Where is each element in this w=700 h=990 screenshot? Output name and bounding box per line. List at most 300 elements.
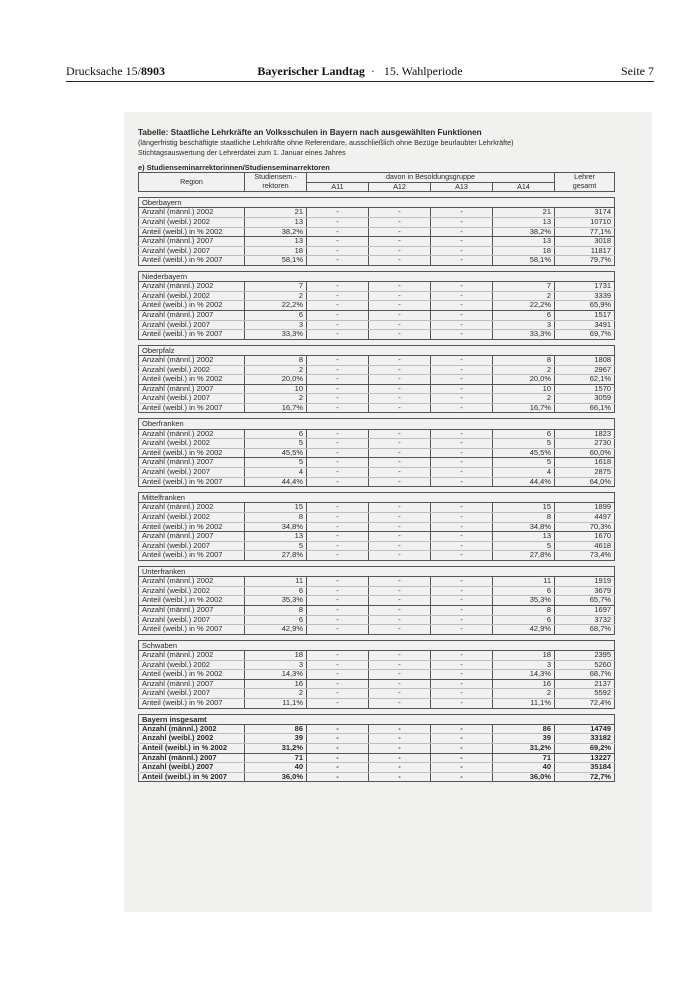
table-cell: - bbox=[307, 503, 369, 513]
table-cell: - bbox=[369, 606, 431, 616]
table-cell: 65,7% bbox=[555, 596, 615, 606]
table-cell: 6 bbox=[493, 615, 555, 625]
table-cell: - bbox=[307, 763, 369, 773]
table-cell: - bbox=[307, 375, 369, 385]
table-cell: - bbox=[307, 650, 369, 660]
table-cell: 33182 bbox=[555, 734, 615, 744]
table-cell: 27,8% bbox=[493, 551, 555, 561]
table-cell: 36,0% bbox=[493, 772, 555, 782]
table-cell: - bbox=[369, 532, 431, 542]
table-row bbox=[139, 291, 615, 301]
table-cell: 16,7% bbox=[493, 403, 555, 413]
row-label: Anteil (weibl.) in % 2007 bbox=[139, 772, 245, 782]
table-cell: - bbox=[369, 503, 431, 513]
table-cell: - bbox=[431, 698, 493, 708]
row-label: Anzahl (weibl.) 2007 bbox=[139, 394, 245, 404]
table-cell: - bbox=[369, 217, 431, 227]
table-cell: - bbox=[369, 448, 431, 458]
table-row bbox=[139, 772, 615, 782]
table-cell: - bbox=[431, 615, 493, 625]
row-label: Anzahl (weibl.) 2002 bbox=[139, 586, 245, 596]
table-cell: - bbox=[369, 670, 431, 680]
table-cell: 13 bbox=[245, 217, 307, 227]
table-row bbox=[139, 468, 615, 478]
table-cell: 15 bbox=[245, 503, 307, 513]
table-cell: 72,7% bbox=[555, 772, 615, 782]
table-cell: - bbox=[431, 660, 493, 670]
table-cell: 3679 bbox=[555, 586, 615, 596]
table-cell: 2 bbox=[245, 291, 307, 301]
table-cell: - bbox=[307, 577, 369, 587]
table-cell: - bbox=[307, 310, 369, 320]
table-cell: - bbox=[431, 301, 493, 311]
table-cell: 69,2% bbox=[555, 743, 615, 753]
table-cell: 1808 bbox=[555, 355, 615, 365]
scanned-table-content bbox=[138, 128, 630, 782]
table-cell: - bbox=[369, 282, 431, 292]
table-cell: - bbox=[369, 513, 431, 523]
table-cell: 20,0% bbox=[493, 375, 555, 385]
table-cell: 5 bbox=[245, 541, 307, 551]
table-cell: 1823 bbox=[555, 429, 615, 439]
table-cell: 3732 bbox=[555, 615, 615, 625]
row-label: Anteil (weibl.) in % 2007 bbox=[139, 256, 245, 266]
table-cell: 16 bbox=[245, 679, 307, 689]
header-a13: A13 bbox=[431, 182, 493, 192]
region-title-row bbox=[139, 271, 615, 281]
table-cell: 2967 bbox=[555, 365, 615, 375]
row-label: Anteil (weibl.) in % 2002 bbox=[139, 596, 245, 606]
table-row bbox=[139, 586, 615, 596]
table-row bbox=[139, 330, 615, 340]
table-row bbox=[139, 532, 615, 542]
table-cell: 3 bbox=[245, 320, 307, 330]
table-cell: - bbox=[307, 513, 369, 523]
table-row bbox=[139, 513, 615, 523]
table-cell: 62,1% bbox=[555, 375, 615, 385]
table-row bbox=[139, 384, 615, 394]
row-label: Anzahl (männl.) 2007 bbox=[139, 384, 245, 394]
table-cell: - bbox=[369, 439, 431, 449]
table-cell: 1919 bbox=[555, 577, 615, 587]
table-cell: 4 bbox=[493, 468, 555, 478]
table-cell: 65,9% bbox=[555, 301, 615, 311]
table-cell: - bbox=[369, 577, 431, 587]
table-cell: - bbox=[307, 734, 369, 744]
table-cell: - bbox=[307, 448, 369, 458]
row-label: Anzahl (männl.) 2007 bbox=[139, 237, 245, 247]
table-row bbox=[139, 679, 615, 689]
table-row bbox=[139, 503, 615, 513]
row-label: Anzahl (männl.) 2002 bbox=[139, 282, 245, 292]
row-label: Anzahl (männl.) 2007 bbox=[139, 458, 245, 468]
table-cell: - bbox=[369, 330, 431, 340]
table-cell: 3491 bbox=[555, 320, 615, 330]
table-cell: - bbox=[307, 468, 369, 478]
legislative-period: · 15. Wahlperiode bbox=[364, 64, 463, 78]
row-label: Anzahl (weibl.) 2002 bbox=[139, 513, 245, 523]
table-cell: - bbox=[307, 615, 369, 625]
table-cell: - bbox=[431, 282, 493, 292]
region-title-row bbox=[139, 567, 615, 577]
row-label: Anzahl (männl.) 2002 bbox=[139, 724, 245, 734]
row-label: Anzahl (männl.) 2002 bbox=[139, 355, 245, 365]
region-title-row bbox=[139, 714, 615, 724]
table-cell: - bbox=[369, 541, 431, 551]
table-cell: 11 bbox=[245, 577, 307, 587]
table-cell: - bbox=[369, 615, 431, 625]
table-cell: 10 bbox=[245, 384, 307, 394]
table-cell: - bbox=[431, 513, 493, 523]
region-name: Oberbayern bbox=[139, 198, 615, 208]
region-table-6 bbox=[138, 640, 615, 709]
table-cell: 42,9% bbox=[245, 625, 307, 635]
table-cell: 5 bbox=[245, 458, 307, 468]
table-cell: - bbox=[431, 606, 493, 616]
table-cell: - bbox=[431, 330, 493, 340]
table-cell: 13 bbox=[493, 532, 555, 542]
table-cell: 11,1% bbox=[493, 698, 555, 708]
table-cell: - bbox=[369, 291, 431, 301]
table-cell: 15 bbox=[493, 503, 555, 513]
parliament-name: Bayerischer Landtag bbox=[257, 64, 365, 78]
table-row bbox=[139, 429, 615, 439]
table-cell: 35,3% bbox=[245, 596, 307, 606]
table-cell: 6 bbox=[245, 310, 307, 320]
table-cell: - bbox=[369, 384, 431, 394]
region-title-row bbox=[139, 419, 615, 429]
table-cell: 1899 bbox=[555, 503, 615, 513]
table-cell: 40 bbox=[493, 763, 555, 773]
table-row bbox=[139, 596, 615, 606]
table-cell: - bbox=[369, 763, 431, 773]
table-cell: - bbox=[307, 227, 369, 237]
table-cell: 5 bbox=[493, 458, 555, 468]
region-name: Niederbayern bbox=[139, 271, 615, 281]
row-label: Anzahl (weibl.) 2002 bbox=[139, 365, 245, 375]
table-cell: - bbox=[307, 477, 369, 487]
table-cell: - bbox=[369, 679, 431, 689]
table-cell: - bbox=[307, 246, 369, 256]
row-label: Anteil (weibl.) in % 2002 bbox=[139, 522, 245, 532]
table-row bbox=[139, 246, 615, 256]
table-cell: - bbox=[431, 246, 493, 256]
table-cell: 10710 bbox=[555, 217, 615, 227]
table-cell: - bbox=[431, 429, 493, 439]
table-row bbox=[139, 689, 615, 699]
table-cell: - bbox=[431, 532, 493, 542]
table-cell: - bbox=[431, 375, 493, 385]
table-cell: - bbox=[307, 551, 369, 561]
region-table-1 bbox=[138, 271, 615, 340]
table-cell: - bbox=[369, 429, 431, 439]
table-row bbox=[139, 448, 615, 458]
table-cell: - bbox=[431, 763, 493, 773]
table-cell: 20,0% bbox=[245, 375, 307, 385]
table-cell: 8 bbox=[493, 355, 555, 365]
table-cell: 2137 bbox=[555, 679, 615, 689]
table-row bbox=[139, 439, 615, 449]
table-cell: - bbox=[307, 724, 369, 734]
region-name: Oberpfalz bbox=[139, 345, 615, 355]
table-cell: 2 bbox=[493, 365, 555, 375]
table-cell: 3 bbox=[245, 660, 307, 670]
table-cell: 10 bbox=[493, 384, 555, 394]
table-cell: 44,4% bbox=[245, 477, 307, 487]
table-cell: 1697 bbox=[555, 606, 615, 616]
table-cell: 45,5% bbox=[493, 448, 555, 458]
table-cell: 8 bbox=[493, 513, 555, 523]
table-cell: 14,3% bbox=[245, 670, 307, 680]
table-cell: - bbox=[369, 734, 431, 744]
table-cell: - bbox=[369, 625, 431, 635]
region-title-row bbox=[139, 493, 615, 503]
header-lehrer: Lehrer bbox=[555, 173, 615, 183]
table-row bbox=[139, 365, 615, 375]
table-row bbox=[139, 320, 615, 330]
table-cell: - bbox=[369, 468, 431, 478]
table-cell: - bbox=[431, 503, 493, 513]
table-cell: - bbox=[307, 772, 369, 782]
table-cell: - bbox=[307, 698, 369, 708]
region-name: Oberfranken bbox=[139, 419, 615, 429]
table-cell: 71 bbox=[493, 753, 555, 763]
row-label: Anzahl (weibl.) 2002 bbox=[139, 217, 245, 227]
table-cell: 1618 bbox=[555, 458, 615, 468]
table-cell: - bbox=[307, 586, 369, 596]
table-cell: 3 bbox=[493, 660, 555, 670]
table-cell: - bbox=[307, 237, 369, 247]
table-cell: - bbox=[307, 541, 369, 551]
table-cell: - bbox=[307, 330, 369, 340]
table-cell: 39 bbox=[245, 734, 307, 744]
table-cell: - bbox=[369, 660, 431, 670]
table-cell: - bbox=[307, 625, 369, 635]
table-cell: 13 bbox=[245, 237, 307, 247]
table-cell: 6 bbox=[493, 586, 555, 596]
row-label: Anteil (weibl.) in % 2002 bbox=[139, 301, 245, 311]
table-cell: - bbox=[431, 772, 493, 782]
row-label: Anzahl (weibl.) 2007 bbox=[139, 320, 245, 330]
table-cell: - bbox=[431, 208, 493, 218]
table-row bbox=[139, 743, 615, 753]
table-cell: - bbox=[307, 282, 369, 292]
table-cell: 6 bbox=[493, 310, 555, 320]
table-cell: - bbox=[369, 772, 431, 782]
table-cell: 77,1% bbox=[555, 227, 615, 237]
table-cell: - bbox=[431, 596, 493, 606]
header-a11: A11 bbox=[307, 182, 369, 192]
table-cell: 2730 bbox=[555, 439, 615, 449]
region-table-7 bbox=[138, 714, 615, 783]
table-cell: 36,0% bbox=[245, 772, 307, 782]
table-cell: - bbox=[369, 650, 431, 660]
table-row bbox=[139, 541, 615, 551]
table-row bbox=[139, 256, 615, 266]
page-header bbox=[66, 64, 654, 80]
region-table-5 bbox=[138, 566, 615, 635]
table-row bbox=[139, 577, 615, 587]
table-cell: 86 bbox=[493, 724, 555, 734]
table-cell: - bbox=[431, 384, 493, 394]
region-blocks bbox=[138, 192, 630, 782]
table-cell: 5 bbox=[245, 439, 307, 449]
table-cell: - bbox=[307, 596, 369, 606]
table-cell: 5592 bbox=[555, 689, 615, 699]
table-cell: - bbox=[431, 227, 493, 237]
table-cell: - bbox=[307, 660, 369, 670]
table-cell: - bbox=[431, 217, 493, 227]
table-cell: - bbox=[431, 291, 493, 301]
table-cell: 14749 bbox=[555, 724, 615, 734]
table-row bbox=[139, 625, 615, 635]
table-cell: - bbox=[369, 227, 431, 237]
row-label: Anzahl (männl.) 2007 bbox=[139, 606, 245, 616]
table-cell: 5260 bbox=[555, 660, 615, 670]
page-number: Seite 7 bbox=[621, 64, 654, 78]
table-cell: 72,4% bbox=[555, 698, 615, 708]
table-cell: 58,1% bbox=[245, 256, 307, 266]
table-cell: - bbox=[307, 522, 369, 532]
region-title-row bbox=[139, 640, 615, 650]
table-cell: - bbox=[307, 301, 369, 311]
table-cell: 64,0% bbox=[555, 477, 615, 487]
table-cell: 18 bbox=[245, 246, 307, 256]
table-cell: 45,5% bbox=[245, 448, 307, 458]
table-row bbox=[139, 522, 615, 532]
table-cell: - bbox=[431, 625, 493, 635]
table-cell: 70,3% bbox=[555, 522, 615, 532]
table-cell: - bbox=[431, 439, 493, 449]
region-table-4 bbox=[138, 492, 615, 561]
row-label: Anzahl (weibl.) 2007 bbox=[139, 763, 245, 773]
table-cell: 79,7% bbox=[555, 256, 615, 266]
table-cell: 2 bbox=[493, 689, 555, 699]
table-subtitle: (längerfristig beschäftigte staatliche Lehrkräfte ohne Referendare, ausschließlich ohne Bezüge beurlaubter Lehrkräfte) bbox=[138, 138, 514, 147]
row-label: Anzahl (weibl.) 2002 bbox=[139, 734, 245, 744]
table-cell: - bbox=[369, 522, 431, 532]
table-cell: - bbox=[369, 310, 431, 320]
table-cell: - bbox=[431, 689, 493, 699]
table-cell: 71 bbox=[245, 753, 307, 763]
table-cell: - bbox=[307, 689, 369, 699]
table-cell: 31,2% bbox=[245, 743, 307, 753]
table-cell: 5 bbox=[493, 439, 555, 449]
table-cell: 60,0% bbox=[555, 448, 615, 458]
table-row bbox=[139, 763, 615, 773]
region-title-row bbox=[139, 345, 615, 355]
row-label: Anteil (weibl.) in % 2002 bbox=[139, 227, 245, 237]
table-cell: 73,4% bbox=[555, 551, 615, 561]
table-cell: - bbox=[369, 365, 431, 375]
table-cell: 18 bbox=[245, 650, 307, 660]
table-cell: - bbox=[431, 355, 493, 365]
row-label: Anzahl (männl.) 2002 bbox=[139, 503, 245, 513]
table-cell: 11 bbox=[493, 577, 555, 587]
region-table-0 bbox=[138, 197, 615, 266]
table-cell: - bbox=[369, 551, 431, 561]
row-label: Anzahl (weibl.) 2007 bbox=[139, 468, 245, 478]
table-cell: 2 bbox=[245, 689, 307, 699]
table-cell: 6 bbox=[245, 615, 307, 625]
table-cell: - bbox=[369, 458, 431, 468]
table-row bbox=[139, 551, 615, 561]
header-a12: A12 bbox=[369, 182, 431, 192]
table-cell: - bbox=[369, 586, 431, 596]
table-cell: - bbox=[431, 448, 493, 458]
table-cell: 11817 bbox=[555, 246, 615, 256]
table-cell: - bbox=[307, 532, 369, 542]
table-cell: 22,2% bbox=[245, 301, 307, 311]
table-cell: - bbox=[431, 320, 493, 330]
row-label: Anteil (weibl.) in % 2007 bbox=[139, 403, 245, 413]
table-row bbox=[139, 237, 615, 247]
table-cell: - bbox=[307, 743, 369, 753]
table-row bbox=[139, 355, 615, 365]
table-cell: 66,1% bbox=[555, 403, 615, 413]
table-cell: 3174 bbox=[555, 208, 615, 218]
document-number-value: 8903 bbox=[140, 64, 165, 78]
region-table-2 bbox=[138, 345, 615, 414]
table-cell: 4497 bbox=[555, 513, 615, 523]
table-cell: - bbox=[307, 365, 369, 375]
table-cell: 3339 bbox=[555, 291, 615, 301]
row-label: Anzahl (männl.) 2007 bbox=[139, 532, 245, 542]
table-row bbox=[139, 282, 615, 292]
table-row bbox=[139, 724, 615, 734]
table-cell: 44,4% bbox=[493, 477, 555, 487]
table-row bbox=[139, 734, 615, 744]
table-cell: - bbox=[431, 522, 493, 532]
table-cell: - bbox=[431, 577, 493, 587]
header-rule bbox=[66, 81, 654, 82]
table-cell: - bbox=[431, 743, 493, 753]
table-cell: 14,3% bbox=[493, 670, 555, 680]
table-cell: - bbox=[431, 679, 493, 689]
row-label: Anteil (weibl.) in % 2002 bbox=[139, 670, 245, 680]
table-cell: - bbox=[307, 394, 369, 404]
table-cell: - bbox=[307, 606, 369, 616]
header-studiensem: Studiensem.- bbox=[245, 173, 307, 183]
table-cell: - bbox=[431, 403, 493, 413]
header-gesamt: gesamt bbox=[555, 182, 615, 192]
table-row bbox=[139, 375, 615, 385]
table-cell: 2 bbox=[245, 394, 307, 404]
table-cell: 68,7% bbox=[555, 625, 615, 635]
table-cell: 1517 bbox=[555, 310, 615, 320]
table-cell: 6 bbox=[245, 586, 307, 596]
table-cell: 4618 bbox=[555, 541, 615, 551]
table-cell: 27,8% bbox=[245, 551, 307, 561]
table-cell: - bbox=[431, 310, 493, 320]
table-cell: 8 bbox=[493, 606, 555, 616]
table-cell: - bbox=[307, 256, 369, 266]
row-label: Anteil (weibl.) in % 2007 bbox=[139, 698, 245, 708]
table-row bbox=[139, 394, 615, 404]
table-cell: 13 bbox=[245, 532, 307, 542]
table-cell: - bbox=[431, 650, 493, 660]
table-cell: 39 bbox=[493, 734, 555, 744]
table-cell: 6 bbox=[493, 429, 555, 439]
table-cell: - bbox=[307, 208, 369, 218]
table-cell: 68,7% bbox=[555, 670, 615, 680]
table-cell: 3018 bbox=[555, 237, 615, 247]
table-cell: - bbox=[431, 365, 493, 375]
row-label: Anzahl (weibl.) 2007 bbox=[139, 246, 245, 256]
row-label: Anteil (weibl.) in % 2007 bbox=[139, 625, 245, 635]
table-cell: - bbox=[431, 724, 493, 734]
table-cell: 22,2% bbox=[493, 301, 555, 311]
